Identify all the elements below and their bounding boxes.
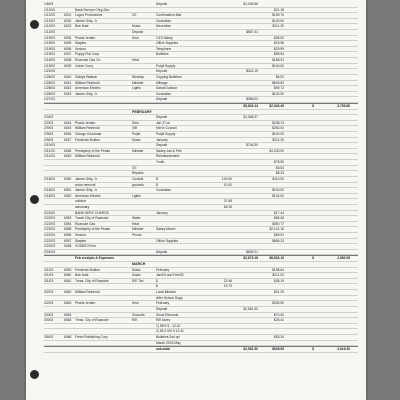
description-cell: Copying Bulletins (156, 74, 182, 79)
expense-amount-cell: $330.50 (272, 301, 284, 306)
total-row (44, 103, 358, 110)
date-cell: 1/6/03 (44, 2, 54, 6)
expense-amount-cell: $17.44 (273, 210, 284, 215)
description-cell: February (156, 267, 170, 272)
check-number-cell: 6036 (64, 46, 72, 51)
description-cell: sub-total (156, 347, 170, 352)
check-number-cell: 6049 (64, 154, 72, 159)
expense-amount-cell: $2,340.45 (269, 103, 284, 108)
date-cell: 3/4/03 (44, 318, 54, 323)
description-cell: Custodian (156, 18, 171, 23)
category-cell: Minister (132, 227, 144, 232)
description-cell: Deposit (156, 2, 168, 6)
check-number-cell: 6057 (64, 238, 72, 243)
date-cell: 2/22/03 (44, 227, 55, 232)
check-number-cell: 6038 (64, 58, 72, 63)
date-cell: 1/19/03 (44, 35, 55, 40)
balance-sign-cell: $ (312, 347, 314, 352)
check-number-cell: 6034 (64, 35, 72, 40)
description-cell: 1/19 Salary (156, 35, 173, 40)
date-cell: 2/16/03 (44, 193, 55, 198)
expense-amount-cell: $53.34 (273, 334, 284, 339)
description-cell: Deposit (156, 306, 168, 311)
description-cell: Custodian (156, 91, 171, 96)
description-cell: $ (156, 284, 158, 289)
check-number-cell: 6033 (64, 24, 72, 29)
payee-cell: James Girty, Jr (75, 188, 97, 193)
expense-amount-cell: $78.50 (273, 160, 284, 165)
check-number-cell: 6044 (64, 120, 72, 125)
expense-amount-cell: $100.00 (272, 18, 284, 23)
ledger-page (26, 0, 366, 400)
payee-cell: snow removal (75, 182, 96, 187)
date-cell: 1/21/03 (44, 69, 55, 74)
expense-amount-cell: $6.51 (275, 74, 284, 79)
binder-hole (30, 370, 39, 379)
check-number-cell: 6040 (64, 74, 72, 79)
expense-amount-cell: $159.70 (272, 13, 284, 18)
date-cell: 1/26/03 (44, 91, 55, 96)
category-cell: Grounds (132, 312, 145, 317)
category-cell: R/E (132, 318, 138, 323)
description-cell: Pulpit Supply (156, 132, 176, 137)
deposit-amount-cell: $1,068.37 (243, 115, 258, 120)
date-cell: 2/22/03 (44, 221, 55, 226)
expense-amount-cell: $104.00 (272, 193, 284, 198)
expense-amount-cell: $2,141.16 (269, 227, 284, 232)
check-number-cell: 6041 (64, 80, 72, 85)
date-cell: 1/19/03 (44, 63, 55, 68)
expense-amount-cell: $590.77 (272, 221, 284, 226)
expense-amount-cell: $211.20 (272, 137, 284, 142)
check-number-cell: 6039 (64, 63, 72, 68)
category-cell: CE (132, 165, 137, 170)
category-cell: Sect (132, 35, 139, 40)
expense-amount-cell: $25.41 (273, 318, 284, 323)
description-cell: January (156, 210, 168, 215)
expense-amount-cell: $250.00 (272, 126, 284, 131)
expense-amount-cell: $928.05 (272, 347, 284, 352)
category-cell: Deposit (132, 30, 144, 35)
payee-cell: James Girty, Jr (75, 91, 97, 96)
category-cell: Heat (132, 221, 139, 226)
deposit-amount-cell: $746.30 (246, 143, 258, 148)
expense-amount-cell: $188.31 (272, 58, 284, 63)
payee-cell: outdoor (75, 199, 87, 204)
description-cell: 1) 55% 9 - 12.10 (156, 323, 181, 328)
date-cell: 1/26/03 (44, 86, 55, 91)
category-cell: Music (132, 273, 141, 278)
expense-amount-cell: $158.64 (272, 267, 284, 272)
expense-amount-cell: $100.00 (272, 132, 284, 137)
date-cell: 2/11/03 (44, 154, 55, 159)
date-cell: 2/24/03 (44, 249, 55, 254)
category-cell: Lights (132, 193, 141, 198)
description-cell: Pulpit Supply (156, 63, 176, 68)
description-cell: Reimbursement (156, 154, 180, 159)
balance-sign-cell: $ (312, 103, 314, 108)
check-number-cell: 6066 (64, 334, 72, 339)
check-number-cell: 6050 (64, 176, 72, 181)
date-cell: 3/1/03 (44, 267, 54, 272)
description-cell: Bulletins (156, 52, 169, 57)
payee-cell: Staples (75, 41, 86, 46)
description-cell: Sanct/Outdoor (156, 86, 178, 91)
check-number-cell: 6053 (64, 216, 72, 221)
description-cell: January (156, 137, 168, 142)
date-cell: 2/22/03 (44, 244, 55, 249)
deposit-amount-cell: $2,581.50 (243, 347, 258, 352)
check-number-cell: 6065 (64, 318, 72, 323)
check-number-cell: 6045 (64, 126, 72, 131)
check-number-cell: 6046 (64, 132, 72, 137)
check-number-cell: 6054 (64, 221, 72, 226)
description-cell: Salary March (156, 227, 176, 232)
check-number-cell: 6061 (64, 278, 72, 283)
check-number-cell: 6031 (64, 13, 72, 18)
description-cell: $ (156, 182, 158, 187)
description-cell: Deposit (156, 97, 168, 102)
date-cell: 2/9/03 (44, 126, 54, 131)
description-cell: Snow Removal (156, 312, 179, 317)
payee-cell: American Electric (75, 193, 101, 198)
expense-amount-cell: $238.13 (272, 120, 284, 125)
payee-cell: Travel City of Roanoke (75, 216, 109, 221)
date-cell: 1/19/03 (44, 58, 55, 63)
payee-cell: William Reinhold (75, 290, 100, 295)
description-cell: R/E taxes (156, 318, 171, 323)
expense-amount-cell: $211.20 (272, 24, 284, 29)
date-cell: 2/3/03 (44, 115, 54, 120)
description-cell: February (156, 301, 170, 306)
payee-cell: Treas. City of Roanoke (75, 278, 109, 283)
payee-cell: William Reinhold (75, 126, 100, 131)
category-cell: Sect (132, 301, 139, 306)
date-cell: 2/2/03 (44, 120, 54, 125)
deposit-amount-cell: $2,581.50 (243, 306, 258, 311)
description-cell: Custodian (156, 188, 171, 193)
payee-cell: Feb receipts & Expenses (75, 256, 115, 261)
payee-cell: James Girty, Jr (75, 176, 97, 181)
category-cell: Minister (132, 148, 144, 153)
binder-hole (30, 195, 39, 204)
category-cell: grounds (132, 182, 144, 187)
check-number-cell: 6035 (64, 41, 72, 46)
expense-amount-cell: $549.63 (272, 80, 284, 85)
expense-amount-cell: $4,240.00 (269, 148, 284, 153)
category-cell: Repairs (132, 171, 144, 176)
description-cell: After School Supp (156, 295, 183, 300)
date-cell: 1/19/03 (44, 46, 55, 51)
payee-cell: Pharis Jerden (75, 120, 96, 125)
date-cell: 1/26/03 (44, 74, 55, 79)
description-cell: $ (156, 278, 158, 283)
payee-cell: Bob Hale (75, 273, 89, 278)
description-cell: $ (156, 176, 158, 181)
check-number-cell: 6056 (64, 232, 72, 237)
check-number-cell: 6064 (64, 312, 72, 317)
category-cell: Music (132, 24, 141, 29)
expense-amount-cell: $686.23 (272, 238, 284, 243)
expense-amount-cell: $29.99 (273, 46, 284, 51)
description-cell: December (156, 24, 172, 29)
ledger-table (44, 2, 358, 353)
expense-amount-cell: $100.00 (272, 188, 284, 193)
date-cell: 1/12/03 (44, 30, 55, 35)
date-cell: 2/22/03 (44, 210, 55, 215)
payee-cell: Calvin Curry (75, 63, 94, 68)
expense-amount-cell: $70.00 (273, 312, 284, 317)
description-cell: Mileage (156, 80, 168, 85)
payee-cell: Bank Service Chrg-Dec (75, 7, 110, 12)
description-cell: Office Supplies (156, 238, 179, 243)
check-number-cell: 6060 (64, 273, 72, 278)
expense-amount-cell: $55.94 (273, 52, 284, 57)
expense-amount-cell: $59.91 (273, 232, 284, 237)
expense-amount-cell: $8,833.19 (269, 256, 284, 261)
expense-amount-cell: $21.18 (273, 7, 284, 12)
check-number-cell: 6032 (64, 18, 72, 23)
payee-cell: Gladys Watson (75, 74, 98, 79)
expense-amount-cell: $8.23 (275, 171, 284, 176)
payee-cell: George Goodman (75, 132, 102, 137)
description-cell: Deposit (156, 115, 168, 120)
payee-cell: Roanoke Gas (75, 221, 96, 226)
deposit-amount-cell: $5,833.14 (243, 103, 258, 108)
balance-total-cell: 3,795.86 (337, 103, 350, 108)
sub-amount-cell: 66.35 (223, 204, 232, 209)
payee-cell: Staples (75, 238, 86, 243)
total-row (44, 346, 358, 353)
category-cell: Sect (132, 120, 139, 125)
category-cell: Phone (132, 232, 142, 237)
date-cell: 1/26/03 (44, 80, 55, 85)
payee-cell: Verizon (75, 232, 86, 237)
category-cell: Pulpit (132, 132, 141, 137)
category-cell: Water (132, 216, 141, 221)
date-cell: 1/27/03 (44, 97, 55, 102)
date-cell: 2/22/03 (44, 216, 55, 221)
description-cell: Deposit (156, 143, 168, 148)
check-number-cell: 6062 (64, 290, 72, 295)
check-number-cell: 6037 (64, 52, 72, 57)
check-number-cell: 6052 (64, 193, 72, 198)
payee-cell: BANK SERV CHARGE (75, 210, 109, 215)
payee-cell: William Reinhold (75, 80, 100, 85)
date-cell: 3/2/03 (44, 290, 54, 295)
payee-cell: Logos Productions (75, 13, 103, 18)
date-cell: 2/22/03 (44, 232, 55, 237)
description-cell: Confirmation Mat (156, 13, 182, 18)
deposit-amount-cell: $659.21 (246, 249, 258, 254)
description-cell: Youth (156, 160, 165, 165)
category-cell: Lights (132, 86, 141, 91)
expense-amount-cell: $110.00 (272, 176, 284, 181)
check-number-cell: 6047 (64, 137, 72, 142)
deposit-amount-cell: $1,006.56 (243, 2, 258, 6)
category-cell: FEBRUARY (132, 109, 152, 114)
description-cell: 2) 55.3 5% 9 13.31 (156, 329, 184, 334)
date-cell: 2/16/03 (44, 188, 55, 193)
category-cell: Music (132, 267, 141, 272)
sub-amount-cell: 37.65 (223, 199, 232, 204)
balance-total-cell: 2,982.95 (337, 256, 350, 261)
deposit-amount-cell: $386.02 (246, 97, 258, 102)
category-cell: Minister (132, 80, 144, 85)
date-cell: 2/22/03 (44, 238, 55, 243)
date-cell: 2/9/03 (44, 132, 54, 137)
description-cell: March 2003 May (156, 340, 181, 345)
description-cell: Salary-Jan & Feb (156, 148, 182, 153)
sub-amount-cell: 15.73 (223, 284, 232, 289)
category-cell: CE (132, 13, 137, 18)
description-cell: Telephone (156, 46, 172, 51)
check-number-cell: 6043 (64, 91, 72, 96)
description-cell: Local Mission (156, 290, 176, 295)
payee-cell: William Reinhold (75, 154, 100, 159)
deposit-amount-cell: $667.41 (246, 30, 258, 35)
balance-total-cell: 3,616.30 (337, 347, 350, 352)
category-cell: Heat (132, 58, 139, 63)
deposit-amount-cell: $2,673.18 (243, 256, 258, 261)
category-cell: Gift (132, 126, 138, 131)
expense-amount-cell: $9.53 (275, 165, 284, 170)
balance-sign-cell: $ (312, 256, 314, 261)
category-cell: MARCH (132, 262, 146, 267)
date-cell: 2/10/03 (44, 143, 55, 148)
sub-amount-cell: 22.46 (223, 278, 232, 283)
check-number-cell: 6042 (64, 86, 72, 91)
date-cell: 3/6/03 (44, 334, 54, 339)
category-cell: Worship (132, 74, 145, 79)
expense-amount-cell: $31.29 (273, 290, 284, 295)
payee-cell: Roanoke Gas Co (75, 58, 101, 63)
date-cell: 2/16/03 (44, 176, 55, 181)
check-number-cell: 6058 (64, 244, 72, 249)
date-cell: 1/12/03 (44, 13, 55, 18)
payee-cell: Verizon (75, 46, 86, 51)
category-cell: Music (132, 137, 141, 142)
date-cell: 3/1/03 (44, 273, 54, 278)
payee-cell: Treas. City of Roanoke (75, 318, 109, 323)
payee-cell: Presbytery of the Peaks (75, 227, 111, 232)
date-cell: 2/11/03 (44, 148, 55, 153)
check-number-cell: 6051 (64, 188, 72, 193)
payee-cell: Pharis Jerden (75, 35, 96, 40)
date-cell: 1/10/03 (44, 7, 55, 12)
payee-cell: VOIDED Error (75, 244, 96, 249)
expense-amount-cell: $35.00 (273, 35, 284, 40)
expense-amount-cell: $38.19 (273, 278, 284, 283)
expense-amount-cell: $29.98 (273, 41, 284, 46)
expense-amount-cell: $100.00 (272, 91, 284, 96)
date-cell: 1/12/03 (44, 24, 55, 29)
check-number-cell: 6059 (64, 267, 72, 272)
check-number-cell: 6063 (64, 301, 72, 306)
payee-cell: Bob Hale (75, 24, 89, 29)
payee-cell: James Girty, Jr (75, 18, 97, 23)
category-cell: Custodi (132, 176, 144, 181)
category-cell: R/E Tax (132, 278, 144, 283)
payee-cell: American Electric (75, 86, 101, 91)
payee-cell: Presbytery of the Peaks (75, 148, 111, 153)
sub-amount-cell: 10.00 (223, 182, 232, 187)
description-cell: Bulletins 2nd qrt (156, 334, 180, 339)
date-cell: 1/12/03 (44, 18, 55, 23)
payee-cell: sanctuary (75, 204, 90, 209)
payee-cell: Frederick Bolden (75, 267, 100, 272)
check-number-cell: 6048 (64, 148, 72, 153)
date-cell: 3/4/03 (44, 312, 54, 317)
date-cell: 3/1/03 (44, 278, 54, 283)
total-row (44, 255, 358, 262)
expense-amount-cell: $99.72 (273, 86, 284, 91)
binder-hole (30, 20, 39, 29)
payee-cell: Pharis Jerden (75, 301, 96, 306)
description-cell: Office Supplies (156, 41, 179, 46)
check-number-cell: 6055 (64, 227, 72, 232)
deposit-amount-cell: $341.15 (246, 69, 258, 74)
expense-amount-cell: $100.00 (272, 63, 284, 68)
description-cell: Jan 27-ar (156, 120, 170, 125)
sub-amount-cell: 100.00 (221, 176, 232, 181)
description-cell: Deposit (156, 249, 168, 254)
date-cell: 1/19/03 (44, 41, 55, 46)
payee-cell: Frederick Bolden (75, 137, 100, 142)
description-cell: Jan/03 and Feb/03 (156, 273, 184, 278)
payee-cell: Fresh Publishing Corp (75, 334, 108, 339)
description-cell: Men's Council (156, 126, 177, 131)
payee-cell: Poppy Pub Corp (75, 52, 100, 57)
date-cell: 3/2/03 (44, 301, 54, 306)
date-cell: 2/9/03 (44, 137, 54, 142)
description-cell: Deposit (156, 69, 168, 74)
date-cell: 1/19/03 (44, 52, 55, 57)
expense-amount-cell: $211.02 (272, 273, 284, 278)
expense-amount-cell: $85.08 (273, 216, 284, 221)
